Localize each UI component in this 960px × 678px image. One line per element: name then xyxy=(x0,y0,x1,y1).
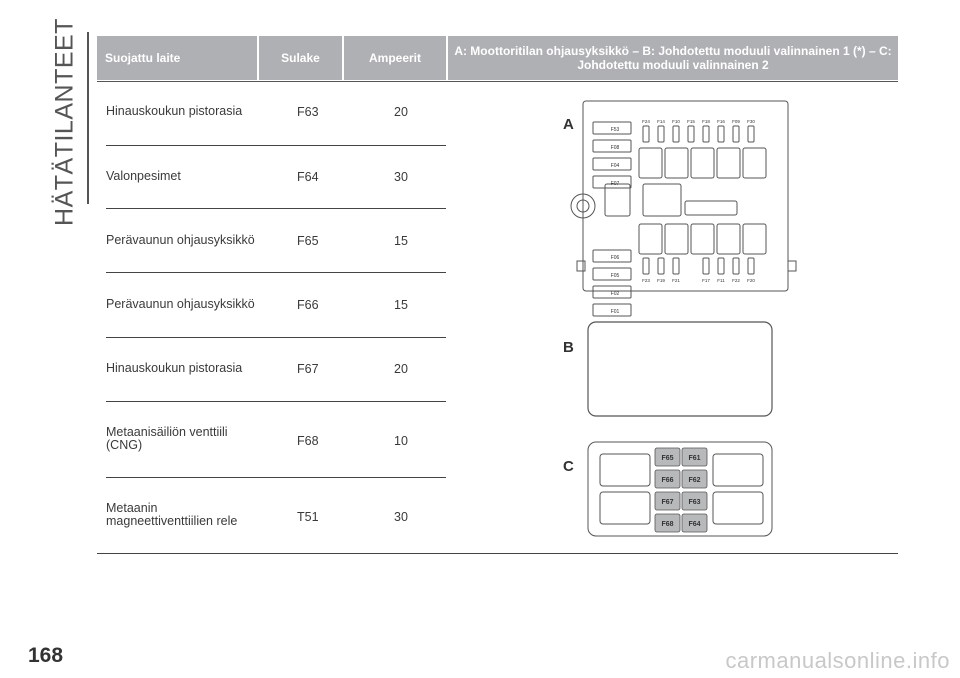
blade-fuse xyxy=(703,126,709,142)
blade-fuse xyxy=(733,126,739,142)
fuse-label: F24 xyxy=(642,119,650,124)
device-cell: Valonpesimet xyxy=(106,169,181,183)
amps-cell: 20 xyxy=(394,105,408,119)
relay xyxy=(717,148,740,178)
fuse-label: F07 xyxy=(610,181,620,187)
device-cell: Perävaunun ohjausyksikkö xyxy=(106,233,255,247)
fuse-label: F17 xyxy=(702,278,710,283)
relay xyxy=(691,148,714,178)
relay-slot xyxy=(600,492,650,524)
relay xyxy=(743,148,766,178)
fuse-cell: T51 xyxy=(297,510,319,524)
label-a: A xyxy=(563,116,574,133)
module-a-top-labels xyxy=(642,119,755,124)
fuse-label: F61 xyxy=(688,455,701,462)
blade-fuse xyxy=(748,258,754,274)
module-a-clip xyxy=(577,261,585,271)
row-divider xyxy=(106,401,446,402)
label-c: C xyxy=(563,458,574,475)
blade-fuse xyxy=(718,258,724,274)
fuse-label: F01 xyxy=(610,309,620,315)
amps-cell: 20 xyxy=(394,362,408,376)
module-a-bottom-labels xyxy=(642,278,755,283)
blade-fuse xyxy=(703,258,709,274)
header-fuse: Sulake xyxy=(259,36,342,80)
fuse-label: F09 xyxy=(732,119,740,124)
fuse-label: F23 xyxy=(642,278,650,283)
device-cell: Hinauskoukun pistorasia xyxy=(106,104,243,118)
fuse-label: F64 xyxy=(688,521,701,528)
relay xyxy=(605,184,630,216)
table-bottom-rule xyxy=(97,553,898,554)
row-divider xyxy=(106,208,446,209)
blade-fuse xyxy=(718,126,724,142)
fuse-label: F30 xyxy=(747,119,755,124)
amps-cell: 30 xyxy=(394,170,408,184)
fuse-cell: F67 xyxy=(297,362,319,376)
fuse-label: F14 xyxy=(657,119,665,124)
module-a-left-labels xyxy=(611,127,620,315)
label-b: B xyxy=(563,339,574,356)
fuse-label: F53 xyxy=(610,127,620,133)
fuse-cell: F63 xyxy=(297,105,319,119)
device-cell: Hinauskoukun pistorasia xyxy=(106,361,243,375)
relay xyxy=(691,224,714,254)
fuse-label: F05 xyxy=(610,273,620,279)
relay xyxy=(717,224,740,254)
fuse-box-drawing xyxy=(555,96,800,546)
blade-fuse xyxy=(658,258,664,274)
amps-cell: 15 xyxy=(394,298,408,312)
module-a-left-fuses xyxy=(593,122,631,316)
blade-fuse xyxy=(673,126,679,142)
relay xyxy=(743,224,766,254)
fuse-label: F62 xyxy=(688,477,701,484)
row-divider xyxy=(106,145,446,146)
amps-cell: 30 xyxy=(394,510,408,524)
blade-fuse xyxy=(673,258,679,274)
fuse-cell: F68 xyxy=(297,434,319,448)
module-a-clip xyxy=(788,261,796,271)
device-cell: Perävaunun ohjausyksikkö xyxy=(106,297,255,311)
module-a-top-fuses xyxy=(643,126,754,142)
fuse-label: F63 xyxy=(688,499,701,506)
blade-fuse xyxy=(748,126,754,142)
fuse-label: F19 xyxy=(657,278,665,283)
module-a xyxy=(571,101,796,316)
fuse-label: F11 xyxy=(717,278,725,283)
fuse-label: F10 xyxy=(672,119,680,124)
section-divider xyxy=(87,32,89,204)
relay xyxy=(665,224,688,254)
row-divider xyxy=(106,337,446,338)
fuse-label: F02 xyxy=(610,291,620,297)
fuse-label: F06 xyxy=(610,255,620,261)
header-figure: A: Moottoritilan ohjausyksikkö – B: Johdotettu moduuli valinnainen 1 (*) – C: Johdotettu moduuli valinnainen 2 xyxy=(448,36,898,80)
blade-fuse xyxy=(643,126,649,142)
relay xyxy=(639,148,662,178)
fuse-label: F67 xyxy=(661,499,674,506)
blade-fuse xyxy=(643,258,649,274)
amps-cell: 10 xyxy=(394,434,408,448)
fuse-label: F15 xyxy=(687,119,695,124)
relay xyxy=(639,224,662,254)
device-cell: Metaanisäiliön venttiili (CNG) xyxy=(106,425,228,452)
module-a-bottom-fuses xyxy=(643,258,754,274)
header-amps: Ampeerit xyxy=(344,36,446,80)
blade-fuse xyxy=(658,126,664,142)
row-divider xyxy=(106,477,446,478)
relay-slot xyxy=(713,492,763,524)
fuse-cell: F65 xyxy=(297,234,319,248)
relay xyxy=(643,184,681,216)
fuse-cell: F66 xyxy=(297,298,319,312)
fuse-label: F08 xyxy=(610,145,620,151)
fuse-cell: F64 xyxy=(297,170,319,184)
page-number: 168 xyxy=(28,644,64,667)
amps-cell: 15 xyxy=(394,234,408,248)
fuse-label: F21 xyxy=(672,278,680,283)
relay-slot xyxy=(713,454,763,486)
relay-slot xyxy=(600,454,650,486)
header-device: Suojattu laite xyxy=(97,36,257,80)
fuse-label: F20 xyxy=(747,278,755,283)
relay xyxy=(685,201,737,215)
fuse-box-diagram xyxy=(555,96,800,546)
module-b-housing xyxy=(588,322,772,416)
row-divider xyxy=(106,272,446,273)
module-c-fuses xyxy=(655,448,707,532)
watermark: carmanualsonline.info xyxy=(725,648,950,673)
fuse-label: F04 xyxy=(610,163,620,169)
header-divider xyxy=(97,81,898,82)
blade-fuse xyxy=(733,258,739,274)
fuse-label: F68 xyxy=(661,521,674,528)
fuse-label: F65 xyxy=(661,455,674,462)
fuse-label: F18 xyxy=(702,119,710,124)
section-title: HÄTÄTILANTEET xyxy=(50,18,79,226)
blade-fuse xyxy=(688,126,694,142)
relay xyxy=(665,148,688,178)
fuse-label: F16 xyxy=(717,119,725,124)
fuse-label: F66 xyxy=(661,477,674,484)
fuse-label: F22 xyxy=(732,278,740,283)
device-cell: Metaanin magneettiventtiilien rele xyxy=(106,501,238,528)
